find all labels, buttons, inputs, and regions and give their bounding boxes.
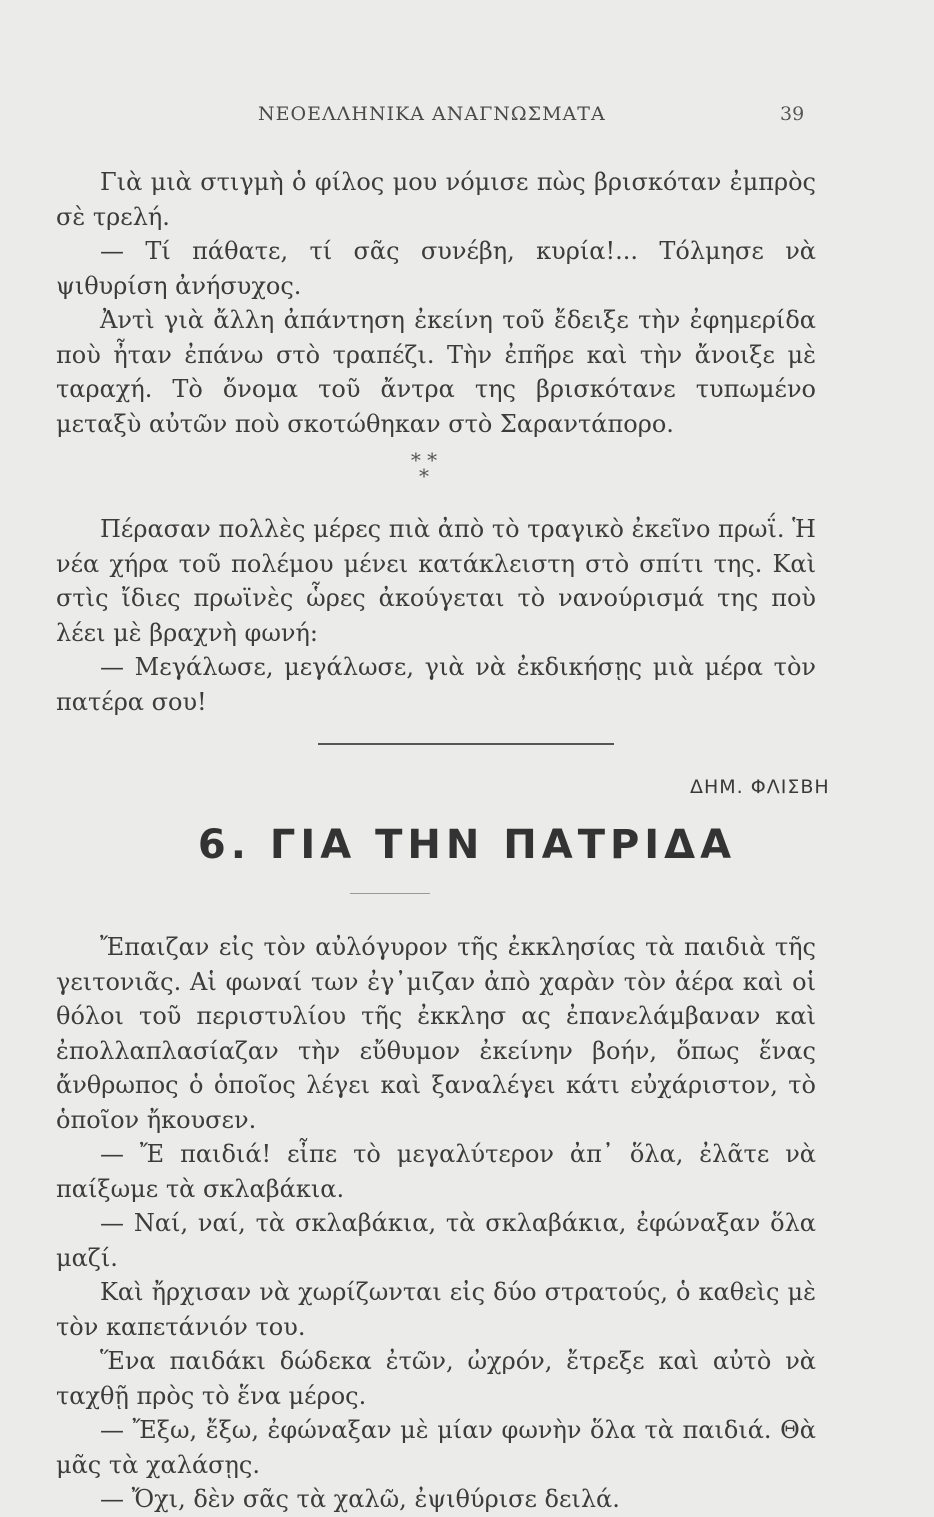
- paragraph: — Τί πάθατε, τί σᾶς συνέβη, κυρία!... Τόλμησε νὰ ψιθυρίση ἀνήσυχος.: [56, 237, 816, 300]
- paragraph: — Ἔξω, ἔξω, ἐφώναξαν μὲ μίαν φωνὴν ὅλα τὰ παιδιά. Θὰ μᾶς τὰ χαλάσῃς.: [56, 1416, 816, 1479]
- chapter-title: 6. ΓΙΑ ΤΗΝ ΠΑΤΡΙΔΑ: [197, 822, 737, 868]
- author-signature: ΔΗΜ. ΦΛΙΣΒΗ: [690, 776, 830, 798]
- title-rule: [350, 893, 430, 894]
- chapter-body-text: [56, 930, 816, 1517]
- paragraph: — Ὄχι, δὲν σᾶς τὰ χαλῶ, ἐψιθύρισε δειλά.: [100, 1485, 620, 1513]
- paragraph: Καὶ ἤρχισαν νὰ χωρίζωνται εἰς δύο στρατούς, ὁ καθεὶς μὲ τὸν καπετάνιόν του.: [56, 1278, 816, 1341]
- epilogue-text: [56, 512, 816, 719]
- paragraph: — Ἔ παιδιά! εἶπε τὸ μεγαλύτερον ἀπ᾽ ὅλα, ἐλᾶτε νὰ παίξωμε τὰ σκλαβάκια.: [56, 1140, 816, 1203]
- story-ending-text: [56, 165, 816, 441]
- paragraph: Γιὰ μιὰ στιγμὴ ὁ φίλος μου νόμισε πὼς βρισκόταν ἐμπρὸς σὲ τρελή.: [56, 168, 816, 231]
- page-number: 39: [780, 103, 805, 125]
- running-head: [0, 103, 934, 133]
- paragraph: Ἀντὶ γιὰ ἄλλη ἀπάντηση ἐκείνη τοῦ ἔδειξε τὴν ἐφημερίδα ποὺ ἦταν ἐπάνω στὸ τραπέζι. Τὴν ἐπῆρε καὶ τὴν ἄνοιξε μὲ ταραχή. Τὸ ὄνομα τοῦ ἄντρα της βρισκότανε τυπωμένο μεταξὺ αὐτῶν ποὺ σκοτώθηκαν στὸ Σαραντάπορο.: [56, 306, 816, 438]
- paragraph: — Μεγάλωσε, μεγάλωσε, γιὰ νὰ ἐκδικήσῃς μιὰ μέρα τὸν πατέρα σου!: [56, 653, 816, 716]
- section-rule: [318, 743, 614, 745]
- paragraph: Ἕνα παιδάκι δώδεκα ἐτῶν, ὠχρόν, ἔτρεξε καὶ αὐτὸ νὰ ταχθῇ πρὸς τὸ ἕνα μέρος.: [56, 1347, 816, 1410]
- paragraph: Ἔπαιζαν εἰς τὸν αὐλόγυρον τῆς ἐκκλησίας τὰ παιδιὰ τῆς γειτονιᾶς. Αἱ φωναί των ἐγ᾽μιζαν ἀπὸ χαρὰν τὸν ἀέρα καὶ οἱ θόλοι τοῦ περιστυλίου τῆς ἐκκλησ ας ἐπανελάμβαναν καὶ ἐπολλαπλασίαζαν τὴν εὔθυμον ἐκείνην βοήν, ὅπως ἕνας ἄνθρωπος ὁ ὁποῖος λέγει καὶ ξαναλέγει κάτι εὐχάριστον, τὸ ὁποῖον ἤκουσεν.: [56, 933, 816, 1134]
- asterism-divider: * * *: [410, 448, 438, 488]
- paragraph: Πέρασαν πολλὲς μέρες πιὰ ἀπὸ τὸ τραγικὸ ἐκεῖνο πρωΐ. Ἡ νέα χήρα τοῦ πολέμου μένει κατάκλειστη στὸ σπίτι της. Καὶ στὶς ἴδιες πρωϊνὲς ὧρες ἀκούγεται τὸ νανούρισμά της ποὺ λέει μὲ βραχνὴ φωνή:: [56, 515, 816, 647]
- paragraph: — Ναί, ναί, τὰ σκλαβάκια, τὰ σκλαβάκια, ἐφώναξαν ὅλα μαζί.: [56, 1209, 816, 1272]
- running-title: ΝΕΟΕΛΛΗΝΙΚΑ ΑΝΑΓΝΩΣΜΑΤΑ: [258, 103, 606, 125]
